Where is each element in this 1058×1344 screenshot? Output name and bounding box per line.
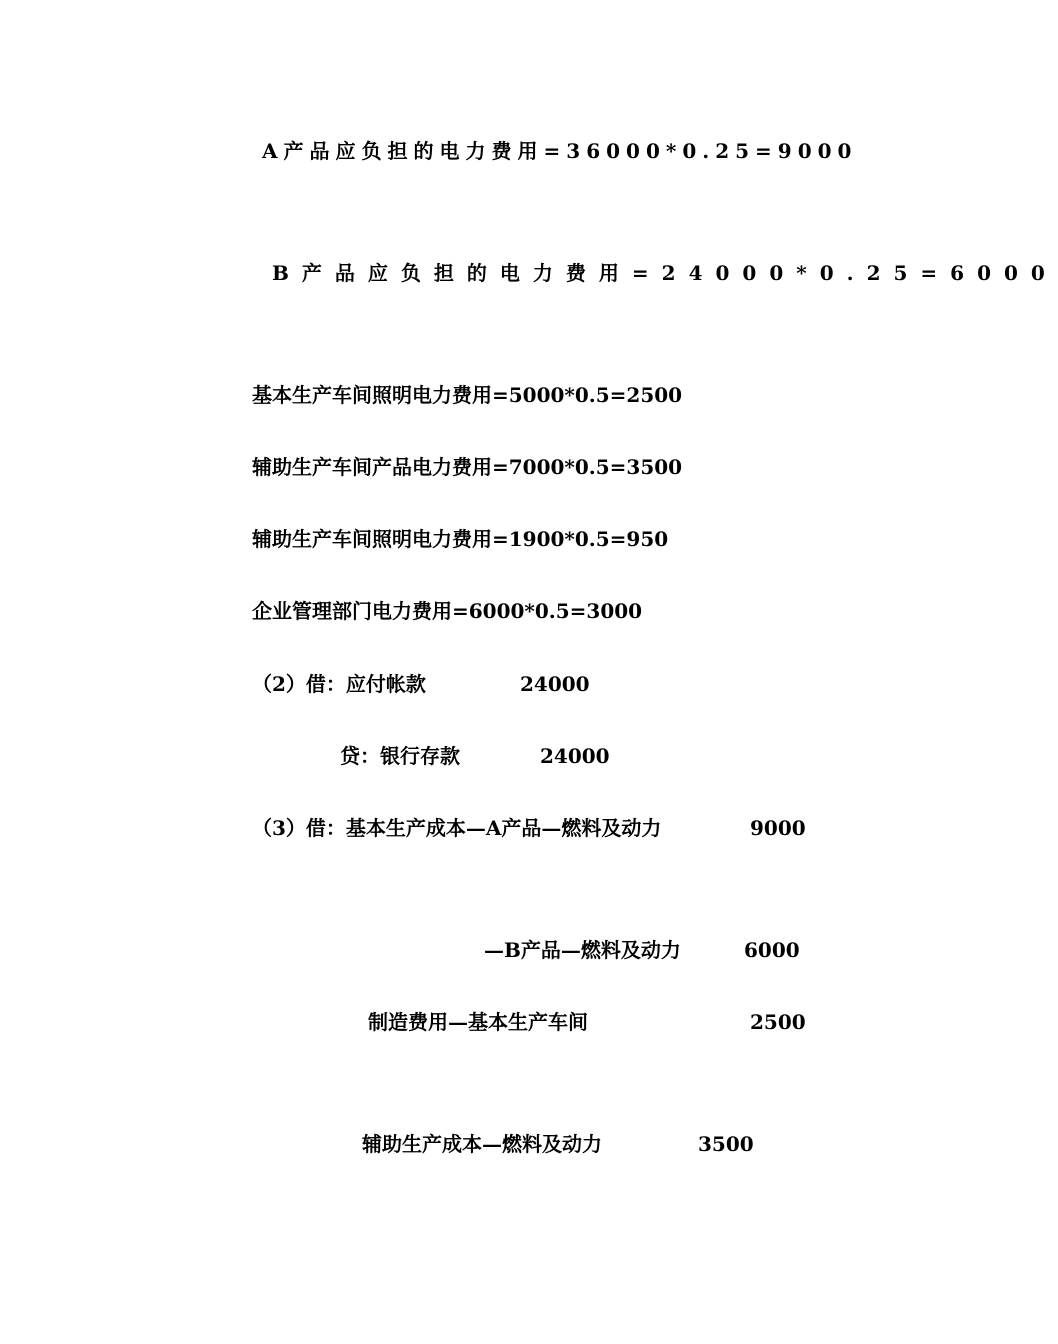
entry3-line1-label: （3）借：基本生产成本—A产品—燃料及动力 bbox=[252, 816, 662, 840]
entry3-line3-label: 制造费用—基本生产车间 bbox=[368, 1010, 588, 1034]
entry3-line1-amount: 9000 bbox=[750, 816, 806, 840]
a-product-electricity-line: A产品应负担的电力费用=36000*0.25=9000 bbox=[262, 139, 858, 163]
aux-workshop-lighting-line: 辅助生产车间照明电力费用=1900*0.5=950 bbox=[252, 527, 669, 551]
entry3-line4-amount: 3500 bbox=[698, 1132, 754, 1156]
entry2-credit-amount: 24000 bbox=[540, 744, 610, 768]
entry2-debit-label: （2）借：应付帐款 bbox=[252, 672, 426, 696]
b-product-electricity-line: B产品应负担的电力费用=24000*0.25=6000 bbox=[272, 261, 1058, 285]
entry3-line2-amount: 6000 bbox=[744, 938, 800, 962]
entry3-line3-amount: 2500 bbox=[750, 1010, 806, 1034]
entry3-line2-label: —B产品—燃料及动力 bbox=[484, 938, 681, 962]
entry3-line4-label: 辅助生产成本—燃料及动力 bbox=[362, 1132, 602, 1156]
entry2-credit-label: 贷：银行存款 bbox=[340, 744, 460, 768]
basic-workshop-lighting-line: 基本生产车间照明电力费用=5000*0.5=2500 bbox=[252, 383, 683, 407]
entry2-debit-amount: 24000 bbox=[520, 672, 590, 696]
aux-workshop-product-line: 辅助生产车间产品电力费用=7000*0.5=3500 bbox=[252, 455, 683, 479]
management-dept-line: 企业管理部门电力费用=6000*0.5=3000 bbox=[252, 599, 643, 623]
